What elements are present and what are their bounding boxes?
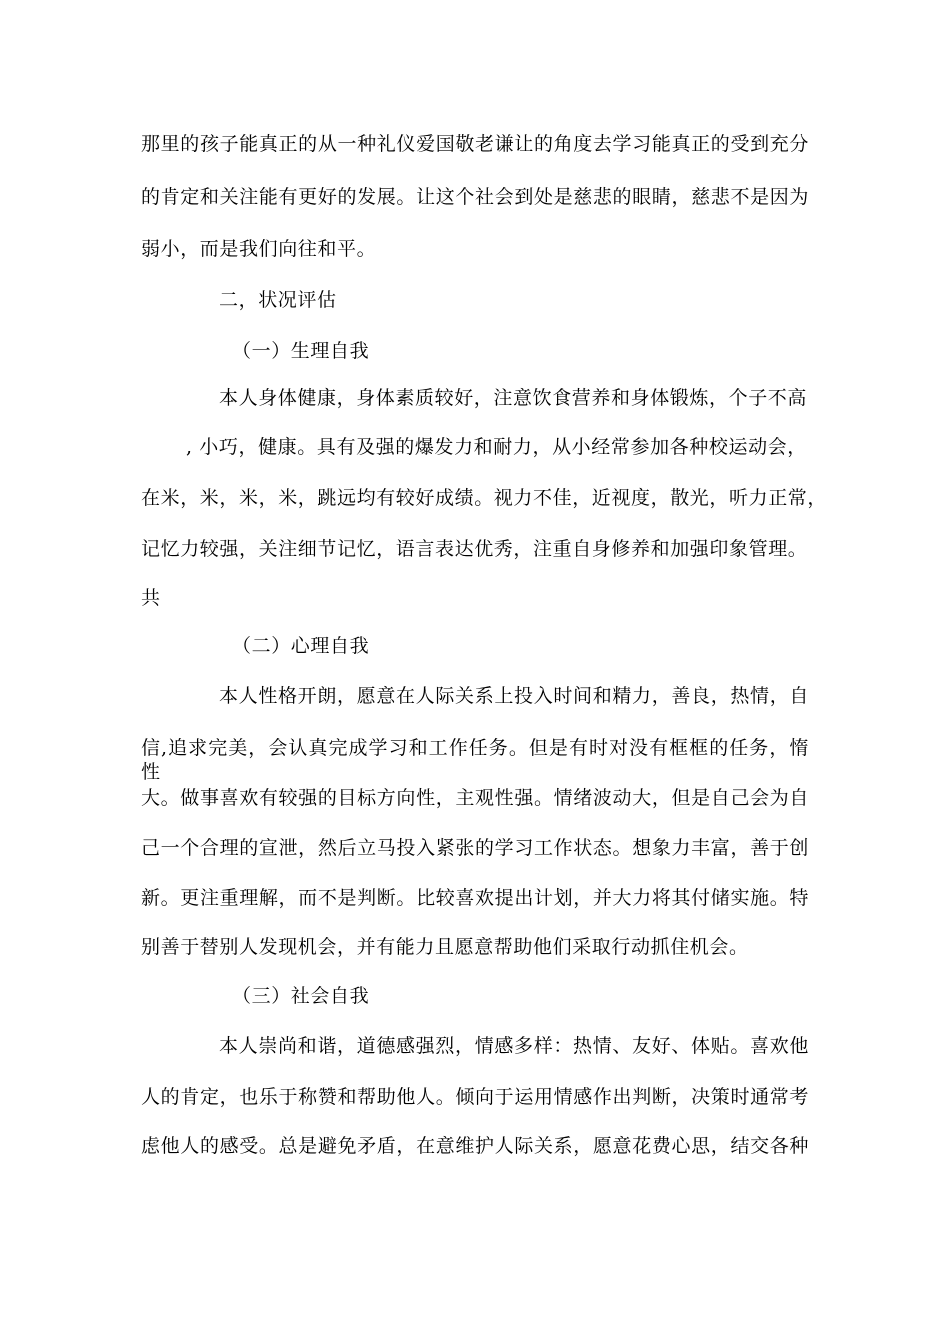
paragraph-line: 本人崇尚和谐，道德感强烈，情感多样：热情、友好、体贴。喜欢他: [219, 1035, 809, 1057]
paragraph-line: 的肯定和关注能有更好的发展。让这个社会到处是慈悲的眼睛，慈悲不是因为: [141, 186, 809, 208]
subsection-heading: （一）生理自我: [232, 340, 370, 362]
subsection-heading: （二）心理自我: [232, 635, 370, 657]
paragraph-line: 记忆力较强，关注细节记忆，语言表达优秀，注重自身修养和加强印象管理。: [141, 538, 808, 560]
paragraph-line: 虑他人的感受。总是避免矛盾，在意维护人际关系，愿意花费心思，结交各种: [141, 1135, 809, 1157]
paragraph-line: 别善于替别人发现机会，并有能力且愿意帮助他们采取行动抓住机会。: [141, 936, 749, 958]
subsection-heading: （三）社会自我: [232, 985, 370, 1007]
paragraph-line: 弱小，而是我们向往和平。: [141, 238, 377, 260]
paragraph-line: 本人性格开朗，愿意在人际关系上投入时间和精力，善良，热情，自: [219, 685, 809, 707]
paragraph-line: 本人身体健康，身体素质较好，注意饮食营养和身体锻炼，个子不高: [219, 387, 808, 409]
paragraph-line: 那里的孩子能真正的从一种礼仪爱国敬老谦让的角度去学习能真正的受到充分: [141, 133, 809, 155]
paragraph-line: 新。更注重理解，而不是判断。比较喜欢提出计划，并大力将其付储实施。特: [141, 887, 809, 909]
paragraph-line: 己一个合理的宣泄，然后立马投入紧张的学习工作状态。想象力丰富，善于创: [141, 837, 809, 859]
paragraph-line: 信,追求完美，会认真完成学习和工作任务。但是有时对没有框框的任务，惰性: [141, 737, 809, 783]
paragraph-line: , 小巧，健康。具有及强的爆发力和耐力，从小经常参加各种校运动会，: [186, 436, 807, 458]
paragraph-line: 共: [141, 587, 161, 609]
paragraph-line: 大。做事喜欢有较强的目标方向性，主观性强。情绪波动大，但是自己会为自: [141, 787, 809, 809]
paragraph-line: 人的肯定，也乐于称赞和帮助他人。倾向于运用情感作出判断，决策时通常考: [141, 1086, 809, 1108]
paragraph-line: 在米，米，米，米，跳远均有较好成绩。视力不佳，近视度，散光，听力正常，: [141, 487, 828, 509]
section-heading: 二，状况评估: [219, 289, 337, 311]
